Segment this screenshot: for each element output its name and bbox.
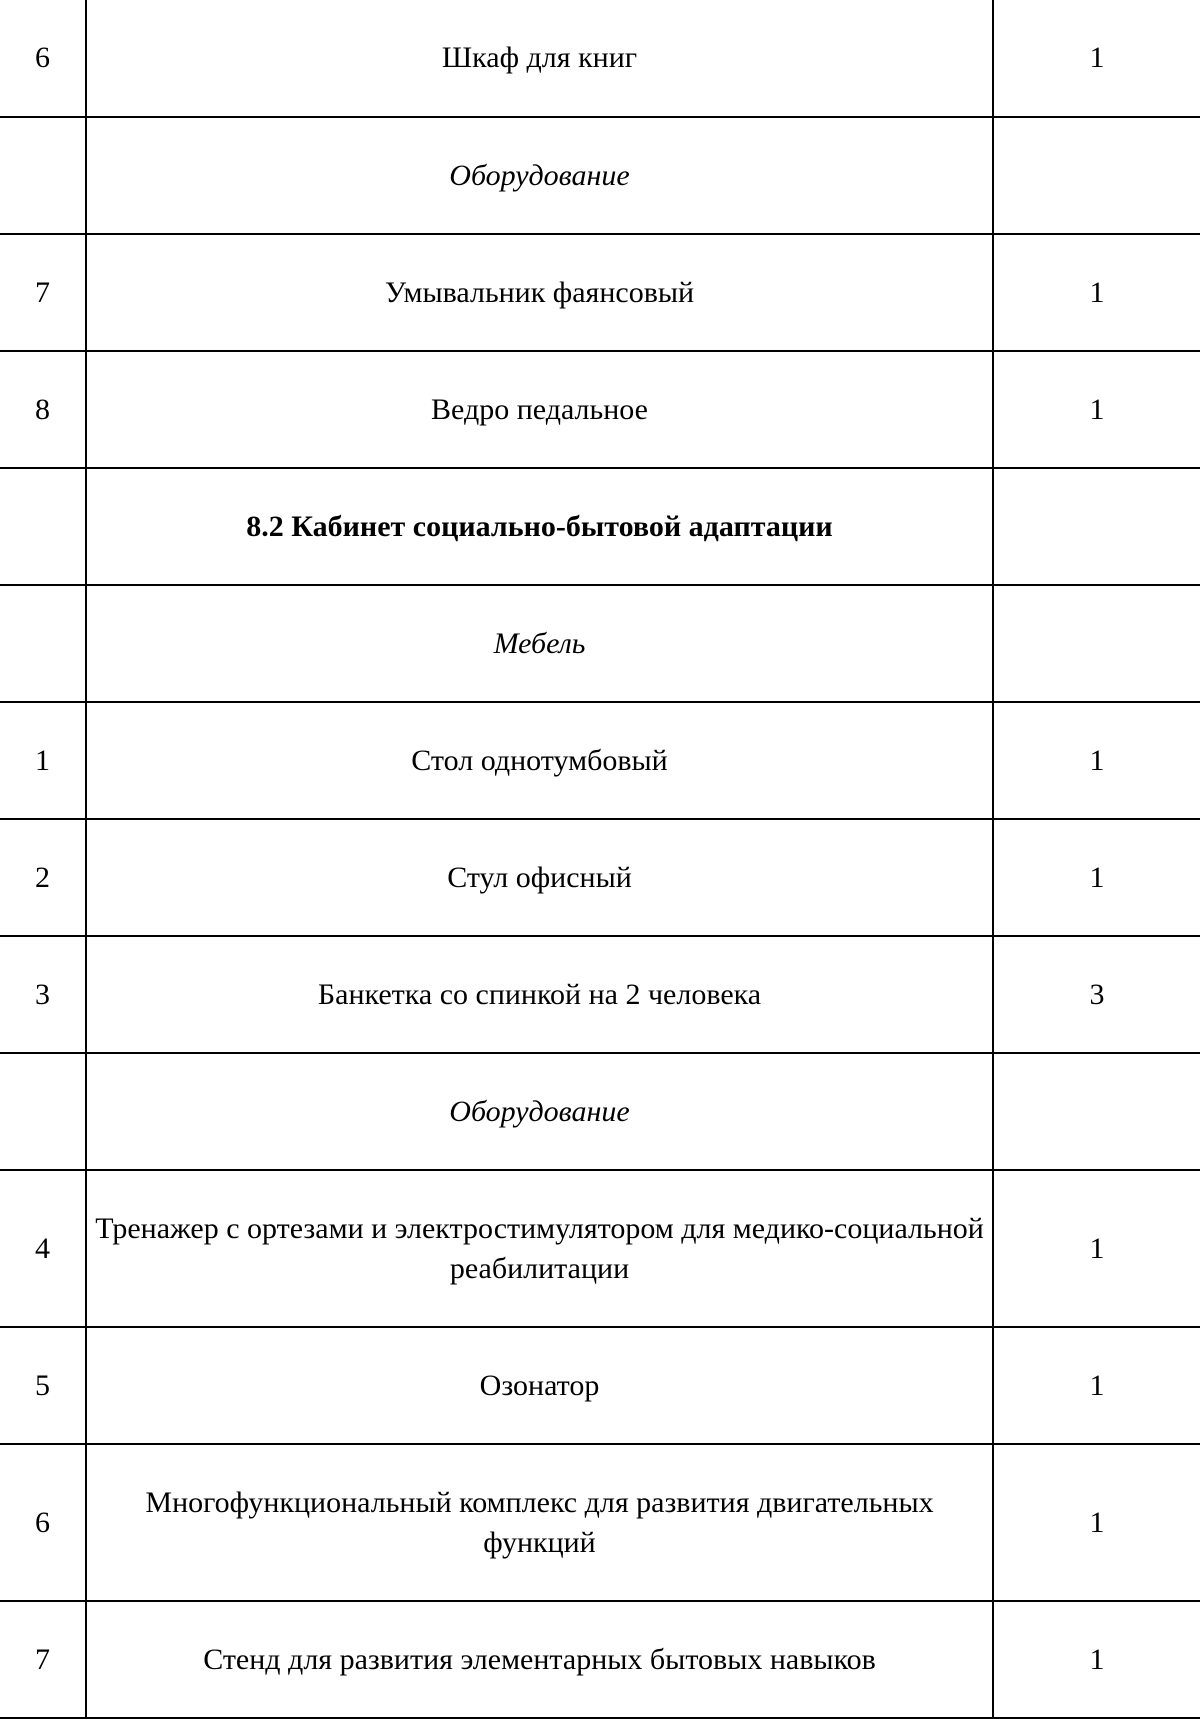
table-row: [0, 702, 1200, 819]
item-quantity: 1: [993, 702, 1200, 819]
row-number: 4: [0, 1170, 86, 1327]
item-name: Шкаф для книг: [86, 0, 993, 117]
table-row: [0, 117, 1200, 234]
table-row: [0, 585, 1200, 702]
table-row: [0, 1327, 1200, 1444]
row-number: [0, 1053, 86, 1170]
item-name: Озонатор: [86, 1327, 993, 1444]
row-number: 7: [0, 234, 86, 351]
row-number: 5: [0, 1327, 86, 1444]
item-name: Стенд для развития элементарных бытовых навыков: [86, 1601, 993, 1718]
row-number: 8: [0, 351, 86, 468]
table-row: [0, 234, 1200, 351]
item-name: Тренажер с ортезами и электростимулятором для медико-социальной реабилитации: [86, 1170, 993, 1327]
item-name: Умывальник фаянсовый: [86, 234, 993, 351]
table-row: [0, 351, 1200, 468]
item-quantity: 3: [993, 936, 1200, 1053]
item-quantity: 1: [993, 351, 1200, 468]
item-quantity: 1: [993, 1170, 1200, 1327]
item-quantity: 1: [993, 1601, 1200, 1718]
row-number: 6: [0, 0, 86, 117]
subsection-header: Оборудование: [86, 117, 993, 234]
item-name: Многофункциональный комплекс для развития двигательных функций: [86, 1444, 993, 1601]
table-row: [0, 819, 1200, 936]
item-quantity: 1: [993, 1327, 1200, 1444]
table-row: [0, 0, 1200, 117]
subsection-header: Оборудование: [86, 1053, 993, 1170]
table-row: [0, 1601, 1200, 1718]
table-row: [0, 936, 1200, 1053]
item-quantity: 1: [993, 0, 1200, 117]
table-row: [0, 1444, 1200, 1601]
row-number: 1: [0, 702, 86, 819]
item-name: Стол однотумбовый: [86, 702, 993, 819]
row-number: 7: [0, 1601, 86, 1718]
item-quantity: 1: [993, 234, 1200, 351]
row-number: [0, 468, 86, 585]
subsection-header: Мебель: [86, 585, 993, 702]
item-quantity: [993, 468, 1200, 585]
row-number: 2: [0, 819, 86, 936]
table-row: [0, 1170, 1200, 1327]
item-name: Ведро педальное: [86, 351, 993, 468]
row-number: 6: [0, 1444, 86, 1601]
item-name: Стул офисный: [86, 819, 993, 936]
row-number: 3: [0, 936, 86, 1053]
item-quantity: [993, 1053, 1200, 1170]
table-row: [0, 1053, 1200, 1170]
item-quantity: 1: [993, 819, 1200, 936]
item-quantity: [993, 585, 1200, 702]
item-quantity: [993, 117, 1200, 234]
section-title: 8.2 Кабинет социально-бытовой адаптации: [86, 468, 993, 585]
row-number: [0, 117, 86, 234]
table-row: [0, 468, 1200, 585]
item-quantity: 1: [993, 1444, 1200, 1601]
item-name: Банкетка со спинкой на 2 человека: [86, 936, 993, 1053]
row-number: [0, 585, 86, 702]
